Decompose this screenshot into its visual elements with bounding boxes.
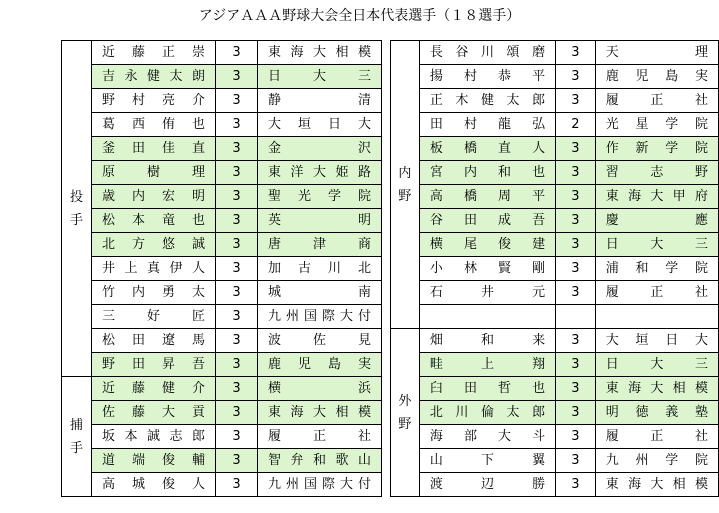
- player-row: [391, 113, 719, 137]
- player-school: 履正社: [595, 281, 718, 305]
- player-grade: 3: [216, 113, 258, 137]
- left-roster-table: [61, 40, 382, 497]
- player-grade: 3: [216, 401, 258, 425]
- player-school: 日大三: [595, 233, 718, 257]
- player-name: 近藤健介: [92, 377, 216, 401]
- position-label: 内 野: [391, 41, 420, 329]
- player-school: 作新学院: [595, 137, 718, 161]
- player-school: 東海大相模: [258, 401, 382, 425]
- player-name: 吉永健太朗: [92, 65, 216, 89]
- player-grade: 3: [556, 449, 596, 473]
- player-school: 明徳義塾: [595, 401, 718, 425]
- player-name: 田村龍弘: [419, 113, 555, 137]
- right-roster-table: [390, 40, 719, 497]
- player-grade: 3: [556, 137, 596, 161]
- player-row: [62, 233, 382, 257]
- player-school: 九州国際大付: [258, 473, 382, 497]
- player-row: [62, 185, 382, 209]
- player-name: 石井元: [419, 281, 555, 305]
- player-grade: 3: [556, 401, 596, 425]
- player-row: [62, 401, 382, 425]
- player-grade: 3: [556, 329, 596, 353]
- position-label: 投 手: [62, 41, 92, 377]
- player-school: 加古川北: [258, 257, 382, 281]
- player-row: [62, 425, 382, 449]
- player-name: 竹内勇太: [92, 281, 216, 305]
- player-school: 九州国際大付: [258, 305, 382, 329]
- player-name: 近藤正崇: [92, 41, 216, 65]
- player-row: [62, 377, 382, 401]
- player-school: 九州学院: [595, 449, 718, 473]
- player-row: [62, 305, 382, 329]
- player-school: [595, 305, 718, 329]
- player-row: [391, 233, 719, 257]
- player-row: [391, 89, 719, 113]
- player-name: [419, 305, 555, 329]
- player-grade: 3: [556, 281, 596, 305]
- position-label: 捕 手: [62, 377, 92, 497]
- player-row: [391, 377, 719, 401]
- player-grade: 3: [216, 209, 258, 233]
- position-label: 外 野: [391, 329, 420, 497]
- player-grade: 3: [216, 329, 258, 353]
- player-grade: [556, 305, 596, 329]
- player-school: 東海大相模: [595, 473, 718, 497]
- player-row: [391, 353, 719, 377]
- player-name: 歳内宏明: [92, 185, 216, 209]
- player-school: 東海大甲府: [595, 185, 718, 209]
- player-name: 畦上翔: [419, 353, 555, 377]
- player-name: 海部大斗: [419, 425, 555, 449]
- player-name: 長谷川頌磨: [419, 41, 555, 65]
- player-row: [391, 425, 719, 449]
- player-school: 大垣日大: [258, 113, 382, 137]
- player-name: 渡辺勝: [419, 473, 555, 497]
- player-row: [391, 185, 719, 209]
- player-row: [391, 329, 719, 353]
- player-grade: 3: [216, 233, 258, 257]
- player-row: [62, 329, 382, 353]
- player-grade: 3: [556, 209, 596, 233]
- player-grade: 3: [216, 185, 258, 209]
- player-row: [391, 281, 719, 305]
- player-grade: 3: [216, 473, 258, 497]
- player-name: 坂本誠志郎: [92, 425, 216, 449]
- player-grade: 3: [216, 89, 258, 113]
- player-school: 波佐見: [258, 329, 382, 353]
- player-grade: 3: [216, 305, 258, 329]
- player-row: [391, 209, 719, 233]
- player-school: 東海大相模: [595, 377, 718, 401]
- player-name: 野村亮介: [92, 89, 216, 113]
- player-name: 横尾俊建: [419, 233, 555, 257]
- player-grade: 3: [216, 449, 258, 473]
- player-name: 葛西侑也: [92, 113, 216, 137]
- player-grade: 3: [556, 41, 596, 65]
- player-name: 臼田哲也: [419, 377, 555, 401]
- player-name: 板橋直人: [419, 137, 555, 161]
- player-grade: 3: [216, 353, 258, 377]
- player-row: [62, 473, 382, 497]
- player-row: [62, 449, 382, 473]
- player-grade: 3: [216, 281, 258, 305]
- player-row: [391, 473, 719, 497]
- player-name: 宮内和也: [419, 161, 555, 185]
- player-school: 履正社: [595, 425, 718, 449]
- player-school: 履正社: [258, 425, 382, 449]
- player-name: 高橋周平: [419, 185, 555, 209]
- player-row: [391, 41, 719, 65]
- player-row: [62, 41, 382, 65]
- player-grade: 3: [556, 89, 596, 113]
- player-grade: 3: [216, 257, 258, 281]
- player-row: [391, 449, 719, 473]
- player-school: 日大三: [258, 65, 382, 89]
- player-row: [62, 65, 382, 89]
- player-school: 静清: [258, 89, 382, 113]
- player-row: [62, 257, 382, 281]
- player-name: 井上真伊人: [92, 257, 216, 281]
- player-name: 谷田成吾: [419, 209, 555, 233]
- player-grade: 3: [216, 41, 258, 65]
- player-school: 金沢: [258, 137, 382, 161]
- player-grade: 3: [556, 425, 596, 449]
- player-school: 英明: [258, 209, 382, 233]
- player-row: [62, 161, 382, 185]
- player-school: 鹿児島実: [595, 65, 718, 89]
- player-row: [391, 401, 719, 425]
- player-school: 履正社: [595, 89, 718, 113]
- player-school: 城南: [258, 281, 382, 305]
- player-row: [391, 305, 719, 329]
- player-row: [62, 353, 382, 377]
- player-row: [391, 65, 719, 89]
- player-school: 東海大相模: [258, 41, 382, 65]
- player-school: 日大三: [595, 353, 718, 377]
- player-grade: 3: [216, 377, 258, 401]
- player-name: 北方悠誠: [92, 233, 216, 257]
- player-grade: 3: [216, 137, 258, 161]
- player-grade: 3: [556, 377, 596, 401]
- player-row: [62, 209, 382, 233]
- page-title: アジアＡＡＡ野球大会全日本代表選手（１８選手）: [198, 8, 521, 24]
- player-row: [391, 257, 719, 281]
- player-name: 北川倫太郎: [419, 401, 555, 425]
- player-name: 松田遼馬: [92, 329, 216, 353]
- player-name: 佐藤大貢: [92, 401, 216, 425]
- player-grade: 3: [216, 161, 258, 185]
- player-school: 慶應: [595, 209, 718, 233]
- player-grade: 2: [556, 113, 596, 137]
- player-grade: 3: [216, 425, 258, 449]
- player-name: 釜田佳直: [92, 137, 216, 161]
- player-school: 鹿児島実: [258, 353, 382, 377]
- player-row: [391, 137, 719, 161]
- player-grade: 3: [556, 233, 596, 257]
- player-name: 畑和来: [419, 329, 555, 353]
- player-school: 横浜: [258, 377, 382, 401]
- player-row: [391, 161, 719, 185]
- player-name: 松本竜也: [92, 209, 216, 233]
- player-school: 光星学院: [595, 113, 718, 137]
- player-grade: 3: [556, 257, 596, 281]
- player-grade: 3: [556, 65, 596, 89]
- player-name: 高城俊人: [92, 473, 216, 497]
- player-name: 三好匠: [92, 305, 216, 329]
- player-school: 浦和学院: [595, 257, 718, 281]
- player-school: 聖光学院: [258, 185, 382, 209]
- player-grade: 3: [556, 161, 596, 185]
- player-name: 道端俊輔: [92, 449, 216, 473]
- player-name: 正木健太郎: [419, 89, 555, 113]
- player-row: [62, 89, 382, 113]
- player-grade: 3: [556, 185, 596, 209]
- player-name: 山下翼: [419, 449, 555, 473]
- player-grade: 3: [216, 65, 258, 89]
- player-row: [62, 281, 382, 305]
- player-school: 天理: [595, 41, 718, 65]
- player-row: [62, 113, 382, 137]
- player-name: 揚村恭平: [419, 65, 555, 89]
- player-name: 野田昇吾: [92, 353, 216, 377]
- player-school: 習志野: [595, 161, 718, 185]
- player-school: 大垣日大: [595, 329, 718, 353]
- player-school: 東洋大姫路: [258, 161, 382, 185]
- player-name: 小林賢剛: [419, 257, 555, 281]
- player-school: 智弁和歌山: [258, 449, 382, 473]
- player-grade: 3: [556, 353, 596, 377]
- player-row: [62, 137, 382, 161]
- player-name: 原樹理: [92, 161, 216, 185]
- player-grade: 3: [556, 473, 596, 497]
- player-school: 唐津商: [258, 233, 382, 257]
